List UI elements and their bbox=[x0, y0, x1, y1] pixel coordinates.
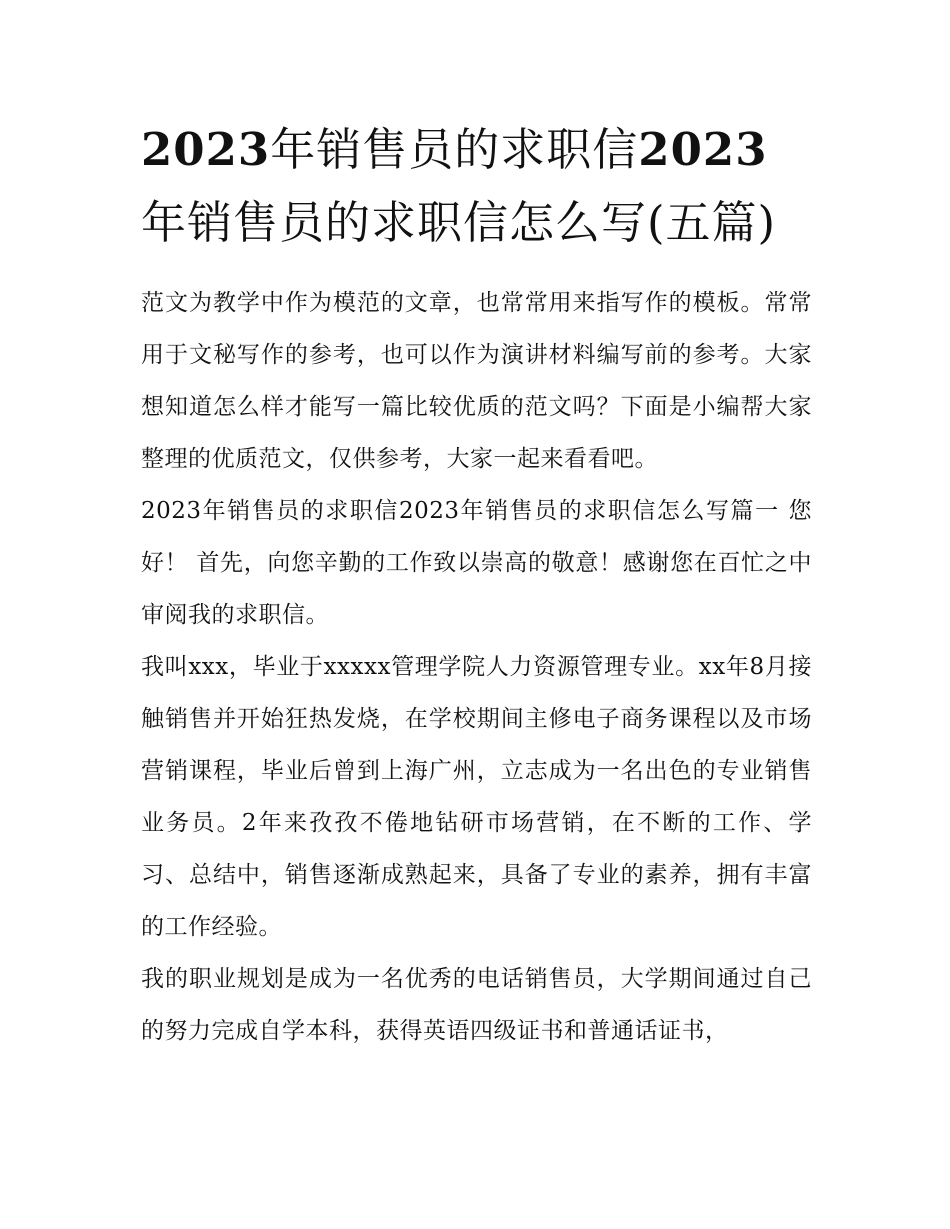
career-plan-paragraph: 我的职业规划是成为一名优秀的电话销售员，大学期间通过自己的努力完成自学本科，获得英语四级证书和普通话证书， bbox=[141, 966, 812, 1044]
greeting-paragraph: 2023年销售员的求职信2023年销售员的求职信怎么写篇一 您好！ 首先，向您辛勤的工作致以崇高的敬意！感谢您在百忙之中审阅我的求职信。 bbox=[141, 498, 812, 628]
intro-paragraph: 范文为教学中作为模范的文章，也常常用来指写作的模板。常常用于文秘写作的参考，也可以作为演讲材料编写前的参考。大家想知道怎么样才能写一篇比较优质的范文吗？下面是小编帮大家整理的优质范文，仅供参考，大家一起来看看吧。 bbox=[141, 290, 812, 472]
title-year-1: 2023 bbox=[141, 123, 271, 176]
title-year-2: 2023 bbox=[638, 123, 768, 176]
title-text-1: 年销售员的求职信 bbox=[270, 123, 639, 176]
title-text-2: 年销售员的求职信怎么写(五篇) bbox=[141, 196, 777, 249]
document-title bbox=[141, 113, 812, 259]
background-paragraph: 我叫xxx，毕业于xxxxx管理学院人力资源管理专业。xx年8月接触销售并开始狂热发烧，在学校期间主修电子商务课程以及市场营销课程，毕业后曾到上海广州，立志成为一名出色的专业销售业务员。2年来孜孜不倦地钻研市场营销，在不断的工作、学习、总结中，销售逐渐成熟起来，具备了专业的素养，拥有丰富的工作经验。 bbox=[141, 654, 812, 940]
